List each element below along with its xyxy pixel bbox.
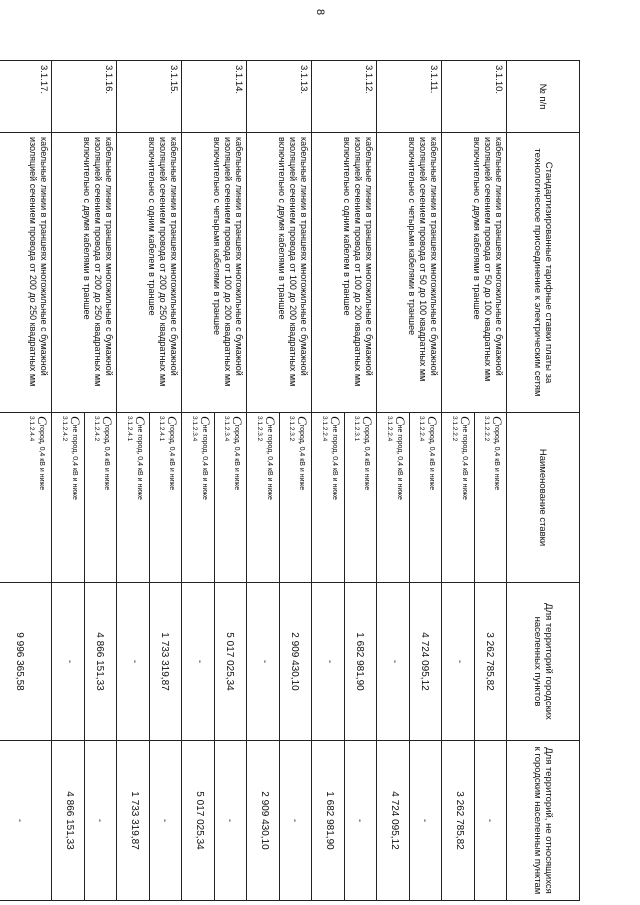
stake-label: город, 0,4 кВ и ниже [298,424,305,491]
stake-symbol: C [490,416,505,425]
stake-symbol: C [295,416,310,425]
row-description: кабельные линии в траншеях многожильные с бумажной изоляцией сечением провода от 200 до 250 квадратных мм включительно с одним кабелем в траншее [117,133,182,413]
city-tariff-value: 5 017 025,34 [214,583,244,740]
stake-code: 3.1.2.3.4 [222,416,230,442]
stake-symbol: C [198,416,213,425]
stake-label: не город, 0,4 кВ и ниже [461,424,468,500]
row-stake-names [117,413,182,583]
tariff-table-wrapper [14,60,580,900]
row-stake-names [52,413,117,583]
header-num: № п/п [507,61,580,133]
table-row [312,61,377,901]
city-tariff-value: - [129,659,140,664]
stake-label: город, 0,4 кВ и ниже [493,424,500,491]
stake-symbol: C [328,416,343,425]
stake-symbol: C [360,416,375,425]
stake-formula [182,413,214,582]
row-rural-values [117,741,182,901]
city-tariff-value: - [389,659,400,664]
stake-code: 3.1.2.4.1 [157,416,165,442]
row-number: 3.1.15. [117,61,182,133]
row-stake-names [442,413,507,583]
rural-tariff-value: - [409,741,439,900]
stake-code: 3.1.2.3.2 [287,416,295,442]
stake-label: город, 0,4 кВ и ниже [363,424,370,491]
stake-formula [214,413,246,582]
row-number: 3.1.10. [442,61,507,133]
stake-code: 3.1.2.4.1 [125,416,133,442]
stake-formula [442,413,474,582]
stake-formula [409,413,441,582]
stake-label: город, 0,4 кВ и ниже [233,424,240,491]
rural-tariff-value: 1 733 319,87 [129,791,140,850]
table-row [182,61,247,901]
stake-formula [149,413,181,582]
row-description: кабельные линии в траншеях многожильные с бумажной изоляцией сечением провода от 50 до 100 квадратных мм включительно с двумя кабелями в траншее [442,133,507,413]
stake-symbol: C [100,416,115,425]
stake-formula [52,413,84,582]
rural-tariff-value: - [474,741,504,900]
stake-symbol: C [68,416,83,425]
city-tariff-value: 9 996 365,58 [14,632,25,691]
row-description: кабельные линии в траншеях многожильные с бумажной изоляцией сечением провода от 100 до 200 квадратных мм включительно с четырьмя кабелями в траншее [182,133,247,413]
row-stake-names [247,413,312,583]
table-row [117,61,182,901]
table-row [0,61,52,901]
stake-code: 3.1.2.4.4 [27,416,35,442]
stake-formula [117,413,149,582]
row-city-values [182,583,247,741]
city-tariff-value: 4 866 151,33 [84,583,114,740]
stake-code: 3.1.2.2.2 [450,416,458,442]
header-rural-territories: Для территорий, не относящихся к городским населенным пунктам [507,741,580,901]
rural-tariff-value: 1 682 981,90 [324,791,335,850]
row-description: кабельные линии в траншеях многожильные с бумажной изоляцией сечением провода от 200 до 250 квадратных мм [0,133,52,413]
row-stake-names [312,413,377,583]
row-city-values [117,583,182,741]
city-tariff-value: - [64,659,75,664]
row-rural-values [247,741,312,901]
rural-tariff-value: - [149,741,179,900]
row-city-values [442,583,507,741]
row-number: 3.1.14. [182,61,247,133]
stake-code: 3.1.2.2.4 [320,416,328,442]
table-row [52,61,117,901]
rural-tariff-value: - [214,741,244,900]
row-rural-values [312,741,377,901]
stake-label: город, 0,4 кВ и ниже [103,424,110,491]
stake-label: не город, 0,4 кВ и ниже [266,424,273,500]
stake-formula [84,413,116,582]
stake-symbol: C [393,416,408,425]
stake-formula [377,413,409,582]
stake-label: не город, 0,4 кВ и ниже [136,424,143,500]
stake-label: не город, 0,4 кВ и ниже [396,424,403,500]
stake-code: 3.1.2.2.4 [417,416,425,442]
city-tariff-value: - [454,659,465,664]
stake-symbol: C [230,416,245,425]
city-tariff-value: 4 724 095,12 [409,583,439,740]
rural-tariff-value: - [344,741,374,900]
row-description: кабельные линии в траншеях многожильные с бумажной изоляцией сечением провода от 50 до 100 квадратных мм включительно с четырьмя кабелями в траншее [377,133,442,413]
stake-code: 3.1.2.3.2 [255,416,263,442]
table-row [377,61,442,901]
row-number: 3.1.17. [0,61,52,133]
city-tariff-value: 3 262 785,82 [474,583,504,740]
row-number: 3.1.16. [52,61,117,133]
row-rural-values [182,741,247,901]
city-tariff-value: 1 733 319,87 [149,583,179,740]
rural-tariff-value: 2 909 430,10 [259,791,270,850]
rural-tariff-value: - [279,741,309,900]
table-header-row [507,61,580,901]
table-row [442,61,507,901]
city-tariff-value: 2 909 430,10 [279,583,309,740]
row-description: кабельные линии в траншеях многожильные с бумажной изоляцией сечением провода от 100 до 200 квадратных мм включительно с одним кабелем в траншее [312,133,377,413]
row-city-values [247,583,312,741]
row-city-values [377,583,442,741]
stake-code: 3.1.2.4.2 [92,416,100,442]
row-city-values [0,583,52,741]
stake-code: 3.1.2.2.4 [385,416,393,442]
stake-formula [279,413,311,582]
stake-code: 3.1.2.3.4 [190,416,198,442]
rural-tariff-value: 4 866 151,33 [64,791,75,850]
stake-symbol: C [425,416,440,425]
row-city-values [52,583,117,741]
rural-tariff-value: 5 017 025,34 [194,791,205,850]
row-description: кабельные линии в траншеях многожильные с бумажной изоляцией сечением провода от 200 до 250 квадратных мм включительно с двумя кабелями в траншее [52,133,117,413]
stake-code: 3.1.2.3.1 [352,416,360,442]
stake-label: не город, 0,4 кВ и ниже [71,424,78,500]
stake-code: 3.1.2.2.2 [482,416,490,442]
row-stake-names [182,413,247,583]
row-rural-values [0,741,52,901]
table-body [0,61,507,901]
rural-tariff-value: - [84,741,114,900]
stake-symbol: C [35,416,50,425]
stake-label: город, 0,4 кВ и ниже [38,424,45,491]
header-city-territories: Для территорий городских населенных пунктов [507,583,580,741]
stake-symbol: C [263,416,278,425]
table-row [247,61,312,901]
stake-symbol: C [458,416,473,425]
tariff-table [0,60,580,901]
city-tariff-value: - [324,659,335,664]
stake-formula [312,413,344,582]
header-description: Стандартизированные тарифные ставки платы за технологическое присоединение к электрическим сетям [507,133,580,413]
rural-tariff-value: 3 262 785,82 [454,791,465,850]
page-number: 8 [314,8,326,16]
city-tariff-value: - [194,659,205,664]
rural-tariff-value: - [14,818,25,823]
stake-label: не город, 0,4 кВ и ниже [331,424,338,500]
rural-tariff-value: 4 724 095,12 [389,791,400,850]
row-rural-values [52,741,117,901]
city-tariff-value: 1 682 981,90 [344,583,374,740]
row-rural-values [377,741,442,901]
row-city-values [312,583,377,741]
stake-label: город, 0,4 кВ и ниже [168,424,175,491]
stake-formula [247,413,279,582]
city-tariff-value: - [259,659,270,664]
row-description: кабельные линии в траншеях многожильные с бумажной изоляцией сечением провода от 100 до 200 квадратных мм включительно с двумя кабелями в траншее [247,133,312,413]
stake-formula [474,413,506,582]
stake-label: город, 0,4 кВ и ниже [428,424,435,491]
stake-symbol: C [165,416,180,425]
stake-code: 3.1.2.4.2 [60,416,68,442]
stake-formula [19,413,51,582]
stake-formula [344,413,376,582]
stake-symbol: C [133,416,148,425]
row-number: 3.1.12. [312,61,377,133]
row-number: 3.1.11. [377,61,442,133]
row-rural-values [442,741,507,901]
header-stake-name: Наименование ставки [507,413,580,583]
row-number: 3.1.13. [247,61,312,133]
row-stake-names [377,413,442,583]
stake-label: не город, 0,4 кВ и ниже [201,424,208,500]
row-stake-names [0,413,52,583]
